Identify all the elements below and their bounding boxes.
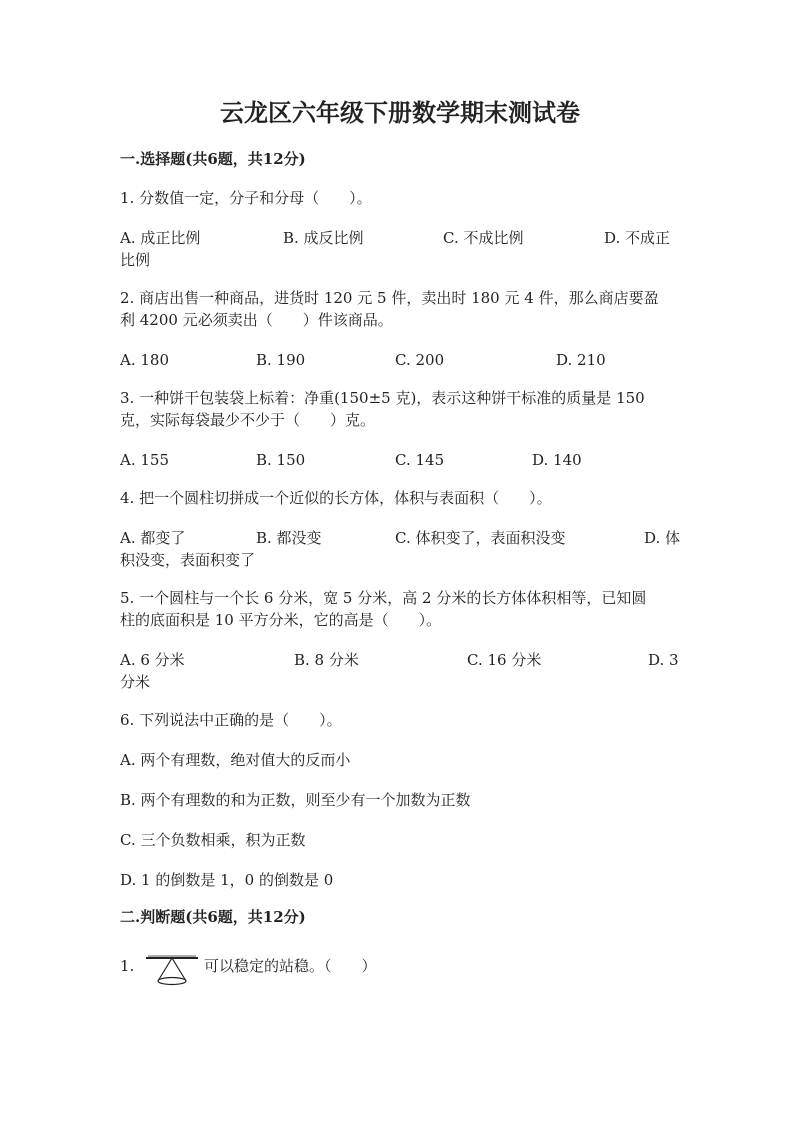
question-5-option-d-continued: 分米 (120, 673, 151, 691)
question-6-option-b: B. 两个有理数的和为正数，则至少有一个加数为正数 (120, 791, 471, 809)
question-1-option-d-continued: 比例 (120, 251, 151, 269)
question-1-option-c: C. 不成比例 (443, 229, 524, 247)
question-2-option-d: D. 210 (556, 351, 606, 369)
question-1-option-b: B. 成反比例 (283, 229, 364, 247)
question-3-stem-line-1: 3. 一种饼干包装袋上标着：净重(150±5 克)，表示这种饼干标准的质量是 150 (120, 389, 645, 407)
question-2-option-b: B. 190 (256, 351, 306, 369)
question-5-stem-line-2: 柱的底面积是 10 平方分米，它的高是（ ）。 (120, 611, 442, 629)
question-4-option-c: C. 体积变了，表面积没变 (395, 529, 566, 547)
question-4-option-d: D. 体 (644, 529, 681, 547)
question-2-stem-line-2: 利 4200 元必须卖出（ ）件该商品。 (120, 311, 393, 329)
section-heading-judgement: 二.判断题(共6题，共12分) (120, 908, 306, 926)
question-1-stem: 1. 分数值一定，分子和分母（ ）。 (120, 189, 372, 207)
question-4-option-b: B. 都没变 (256, 529, 322, 547)
question-6-option-a: A. 两个有理数，绝对值大的反而小 (120, 751, 351, 769)
question-3-option-a: A. 155 (120, 451, 169, 469)
question-1-option-d: D. 不成正 (604, 229, 671, 247)
page-title: 云龙区六年级下册数学期末测试卷 (220, 98, 580, 127)
question-3-option-c: C. 145 (395, 451, 445, 469)
question-5-option-b: B. 8 分米 (294, 651, 359, 669)
question-5-option-d: D. 3 (648, 651, 679, 669)
judgement-1-number: 1. (120, 957, 135, 975)
question-2-option-a: A. 180 (120, 351, 169, 369)
question-1-option-a: A. 成正比例 (120, 229, 201, 247)
question-2-option-c: C. 200 (395, 351, 445, 369)
section-heading-choice: 一.选择题(共6题，共12分) (120, 150, 306, 168)
question-6-option-d: D. 1 的倒数是 1，0 的倒数是 0 (120, 871, 334, 889)
question-4-option-d-continued: 积没变，表面积变了 (120, 551, 256, 569)
question-6-option-c: C. 三个负数相乘，积为正数 (120, 831, 306, 849)
question-5-option-a: A. 6 分米 (120, 651, 185, 669)
question-3-stem-line-2: 克，实际每袋最少不少于（ ）克。 (120, 411, 376, 429)
question-5-stem-line-1: 5. 一个圆柱与一个长 6 分米，宽 5 分米，高 2 分米的长方体体积相等，已知圆 (120, 589, 647, 607)
question-5-option-c: C. 16 分米 (467, 651, 542, 669)
question-6-stem: 6. 下列说法中正确的是（ ）。 (120, 711, 342, 729)
table-on-cone-figure-icon (144, 951, 200, 991)
judgement-1-text: 可以稳定的站稳。（ ） (204, 957, 377, 975)
question-4-stem: 4. 把一个圆柱切拼成一个近似的长方体，体积与表面积（ ）。 (120, 489, 552, 507)
question-3-option-d: D. 140 (532, 451, 582, 469)
question-3-option-b: B. 150 (256, 451, 306, 469)
question-4-option-a: A. 都变了 (120, 529, 186, 547)
question-2-stem-line-1: 2. 商店出售一种商品，进货时 120 元 5 件，卖出时 180 元 4 件，那么商店要盈 (120, 289, 659, 307)
